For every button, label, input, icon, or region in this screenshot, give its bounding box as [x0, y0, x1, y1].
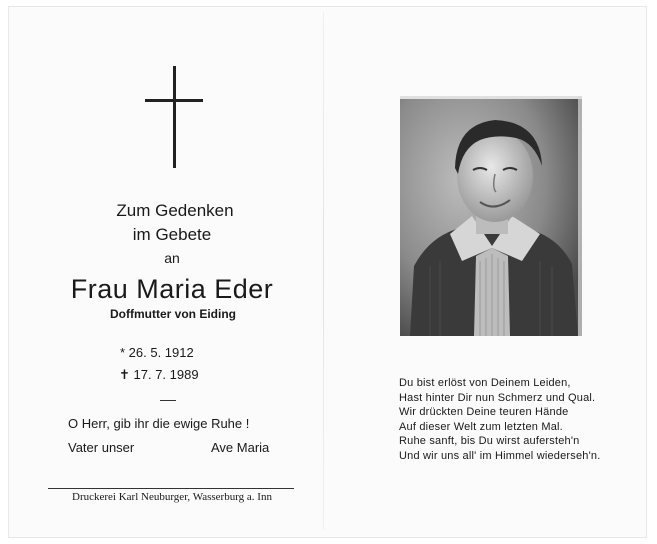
memorial-line-2: im Gebete — [132, 225, 212, 244]
memorial-line-1: Zum Gedenken — [116, 201, 234, 220]
card-fold — [323, 12, 324, 530]
poem-line: Auf dieser Welt zum letzten Mal. — [399, 420, 563, 433]
poem-line: Hast hinter Dir nun Schmerz und Qual. — [399, 391, 596, 404]
cross-icon — [145, 66, 205, 168]
poem-line: Du bist erlöst von Deinem Leiden, — [399, 377, 571, 389]
vater-unser-label: Vater unser — [68, 440, 135, 455]
prayer-line: O Herr, gib ihr die ewige Ruhe ! — [68, 416, 250, 431]
poem-line: Ruhe sanft, bis Du wirst aufersteh'n — [399, 435, 580, 447]
memorial-line-3: an — [164, 250, 180, 266]
poem-line: Und wir uns all' im Himmel wiederseh'n. — [399, 449, 601, 462]
birth-date: * 26. 5. 1912 — [120, 345, 194, 360]
poem-line: Wir drückten Deine teuren Hände — [399, 406, 569, 418]
divider-dash — [160, 400, 176, 401]
deceased-subtitle: Doffmutter von Eiding — [110, 307, 236, 321]
printer-rule — [48, 488, 294, 489]
ave-maria-label: Ave Maria — [211, 440, 270, 455]
portrait-image — [400, 96, 582, 336]
poem — [399, 376, 601, 463]
portrait-photo — [400, 96, 582, 336]
printer-credit: Druckerei Karl Neuburger, Wasserburg a. Inn — [72, 491, 272, 503]
death-date: ✝ 17. 7. 1989 — [119, 367, 199, 382]
deceased-name: Frau Maria Eder — [70, 274, 274, 304]
